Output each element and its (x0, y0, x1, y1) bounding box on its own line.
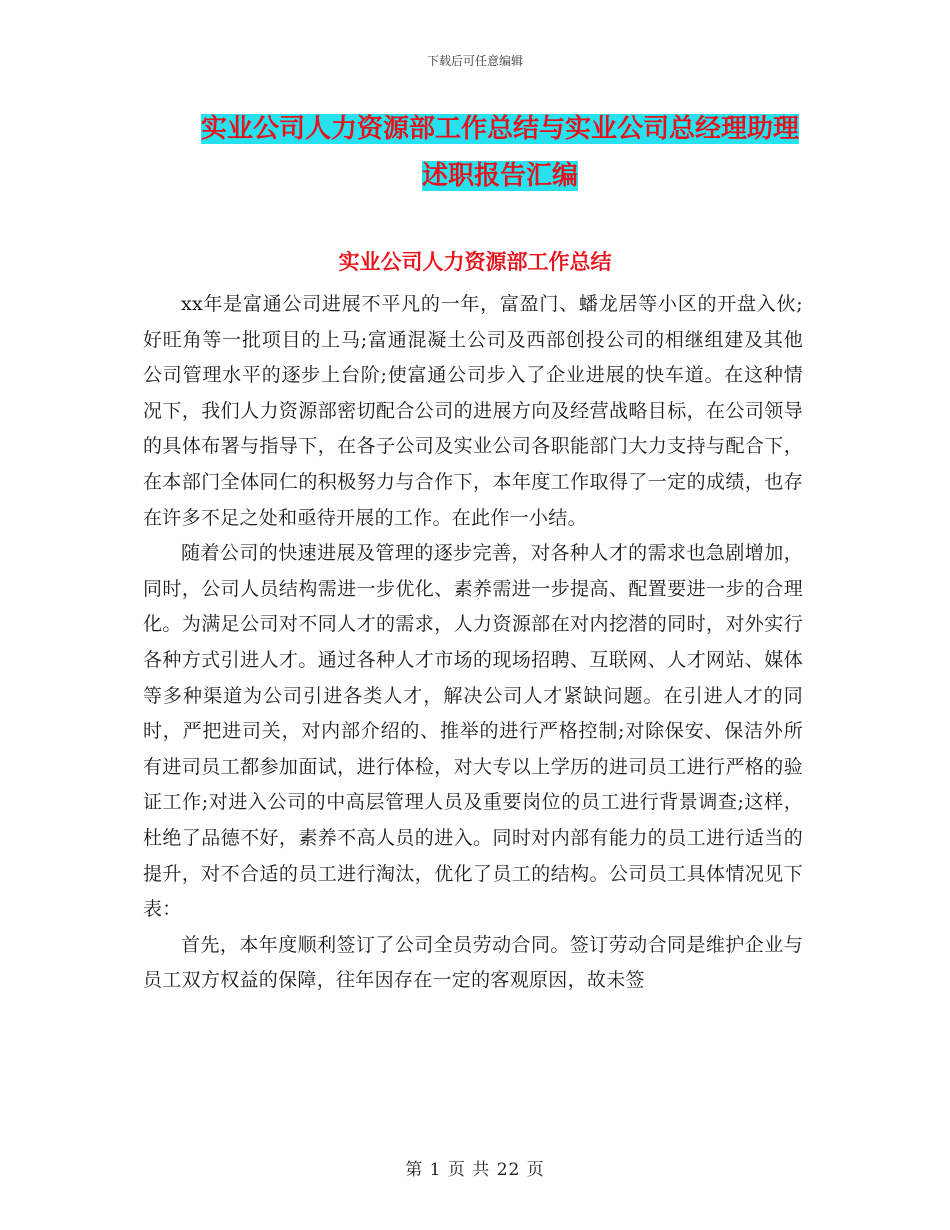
paragraph: xx年是富通公司进展不平凡的一年，富盈门、蟠龙居等小区的开盘入伙;好旺角等一批项目的上马;富通混凝土公司及西部创投公司的相继组建及其他公司管理水平的逐步上台阶;使富通公司步入了企业进展的快车道。在这种情况下，我们人力资源部密切配合公司的进展方向及经营战略目标，在公司领导的具体布署与指导下，在各子公司及实业公司各职能部门大力支持与配合下，在本部门全体同仁的积极努力与合作下，本年度工作取得了一定的成绩，也存在许多不足之处和亟待开展的工作。在此作一小结。 (143, 293, 803, 529)
paragraph: 首先，本年度顺利签订了公司全员劳动合同。签订劳动合同是维护企业与员工双方权益的保障，往年因存在一定的客观原因，故未签 (143, 933, 803, 992)
section-title: 实业公司人力资源部工作总结 (338, 249, 612, 274)
paragraph: 随着公司的快速进展及管理的逐步完善，对各种人才的需求也急剧增加，同时，公司人员结构需进一步优化、素养需进一步提高、配置要进一步的合理化。为满足公司对不同人才的需求，人力资源部在对内挖潜的同时，对外实行各种方式引进人才。通过各种人才市场的现场招聘、互联网、人才网站、媒体等多种渠道为公司引进各类人才，解决公司人才紧缺问题。在引进人才的同时，严把进司关，对内部介绍的、推举的进行严格控制;对除保安、保洁外所有进司员工都参加面试，进行体检，对大专以上学历的进司员工进行严格的验证工作;对进入公司的中高层管理人员及重要岗位的员工进行背景调查;这样，杜绝了品德不好，素养不高人员的进入。同时对内部有能力的员工进行适当的提升，对不合适的员工进行淘汰，优化了员工的结构。公司员工具体情况见下表： (143, 542, 803, 921)
document-title (190, 106, 810, 200)
page-number: 第 1 页 共 22 页 (405, 1160, 545, 1180)
document-title-line-2: 述职报告汇编 (421, 161, 578, 191)
document-body (143, 287, 803, 999)
document-title-line-1: 实业公司人力资源部工作总结与实业公司总经理助理 (200, 114, 799, 144)
page-header-note: 下载后可任意编辑 (426, 54, 523, 68)
